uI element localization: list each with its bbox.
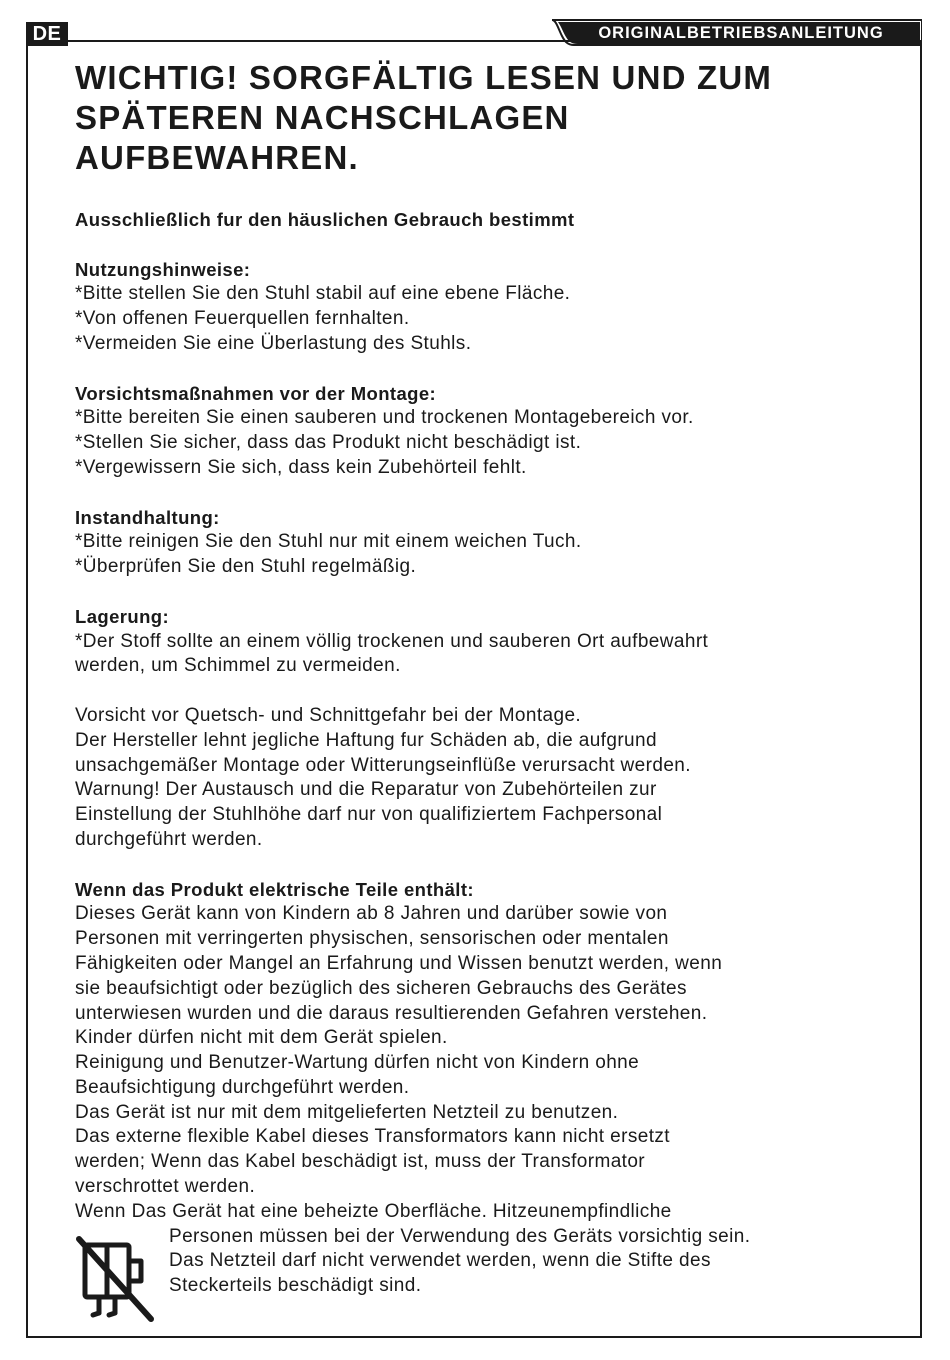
text-line: durchgeführt werden. [75, 828, 263, 850]
text-line: werden; Wenn das Kabel beschädigt ist, muss der Transformator [75, 1151, 646, 1173]
title-line: AUFBEWAHREN. [75, 139, 359, 176]
text-line: Kinder dürfen nicht mit dem Gerät spielen. [75, 1027, 448, 1049]
electrical-section [75, 878, 895, 1300]
text-line: Steckerteils beschädigt sind. [169, 1275, 422, 1297]
language-badge: DE [26, 22, 68, 46]
text-line: Das Gerät ist nur mit dem mitgelieferten Netzteil zu benutzen. [75, 1101, 619, 1123]
text-line: *Vermeiden Sie eine Überlastung des Stuhls. [75, 332, 472, 354]
general-warnings-section [75, 704, 895, 853]
text-line: *Vergewissern Sie sich, dass kein Zubehörteil fehlt. [75, 456, 527, 478]
page-title [75, 58, 895, 178]
text-line: verschrottet werden. [75, 1176, 256, 1198]
section-heading: Instandhaltung: [75, 506, 220, 528]
precautions-section [75, 382, 895, 481]
manual-type-label: ORIGINALBETRIEBSANLEITUNG [598, 24, 884, 42]
text-line: *Überprüfen Sie den Stuhl regelmäßig. [75, 556, 417, 578]
text-line: Wenn Das Gerät hat eine beheizte Oberfläche. Hitzeunempfindliche [75, 1200, 672, 1222]
text-line: Beaufsichtigung durchgeführt werden. [75, 1076, 410, 1098]
text-line: Fähigkeiten oder Mangel an Erfahrung und Wissen benutzt werden, wenn [75, 952, 723, 974]
plug-warning-block [75, 1225, 895, 1299]
document-body [75, 58, 895, 1299]
text-line: *Bitte stellen Sie den Stuhl stabil auf eine ebene Fläche. [75, 283, 571, 305]
text-line: Der Hersteller lehnt jegliche Haftung fur Schäden ab, die aufgrund [75, 729, 657, 751]
text-line: *Der Stoff sollte an einem völlig trockenen und sauberen Ort aufbewahrt [75, 630, 709, 652]
text-line: unsachgemäßer Montage oder Witterungseinflüße verursacht werden. [75, 754, 691, 776]
intro-text: Ausschließlich fur den häuslichen Gebrauch bestimmt [75, 209, 575, 230]
text-line: Das Netzteil darf nicht verwendet werden, wenn die Stifte des [169, 1250, 711, 1272]
text-line: *Bitte reinigen Sie den Stuhl nur mit einem weichen Tuch. [75, 531, 582, 553]
text-line: *Bitte bereiten Sie einen sauberen und trockenen Montagebereich vor. [75, 407, 694, 429]
maintenance-section [75, 506, 895, 580]
section-heading: Vorsichtsmaßnahmen vor der Montage: [75, 382, 437, 404]
text-line: Personen mit verringerten physischen, sensorischen oder mentalen [75, 928, 669, 950]
title-line: WICHTIG! SORGFÄLTIG LESEN UND ZUM [75, 59, 773, 96]
section-heading: Lagerung: [75, 605, 170, 627]
text-line: Vorsicht vor Quetsch- und Schnittgefahr bei der Montage. [75, 704, 582, 726]
text-line: Warnung! Der Austausch und die Reparatur von Zubehörteilen zur [75, 779, 657, 801]
text-line: Reinigung und Benutzer-Wartung dürfen nicht von Kindern ohne [75, 1052, 640, 1074]
text-line: Personen müssen bei der Verwendung des Geräts vorsichtig sein. [169, 1225, 751, 1247]
no-damaged-plug-icon [75, 1235, 155, 1323]
text-line: Das externe flexible Kabel dieses Transformators kann nicht ersetzt [75, 1126, 670, 1148]
text-line: *Von offenen Feuerquellen fernhalten. [75, 308, 410, 330]
text-line: Dieses Gerät kann von Kindern ab 8 Jahren und darüber sowie von [75, 903, 668, 925]
text-line: sie beaufsichtigt oder bezüglich des sicheren Gebrauchs des Gerätes [75, 977, 687, 999]
text-line: Einstellung der Stuhlhöhe darf nur von qualifiziertem Fachpersonal [75, 804, 663, 826]
text-line: unterwiesen wurden und die daraus resultierenden Gefahren verstehen. [75, 1002, 708, 1024]
usage-section [75, 258, 895, 357]
title-line: SPÄTEREN NACHSCHLAGEN [75, 99, 570, 136]
section-heading: Nutzungshinweise: [75, 258, 251, 280]
text-line: werden, um Schimmel zu vermeiden. [75, 655, 401, 677]
section-heading: Wenn das Produkt elektrische Teile enthält: [75, 878, 474, 900]
text-line: *Stellen Sie sicher, dass das Produkt nicht beschädigt ist. [75, 432, 582, 454]
storage-section [75, 605, 895, 679]
